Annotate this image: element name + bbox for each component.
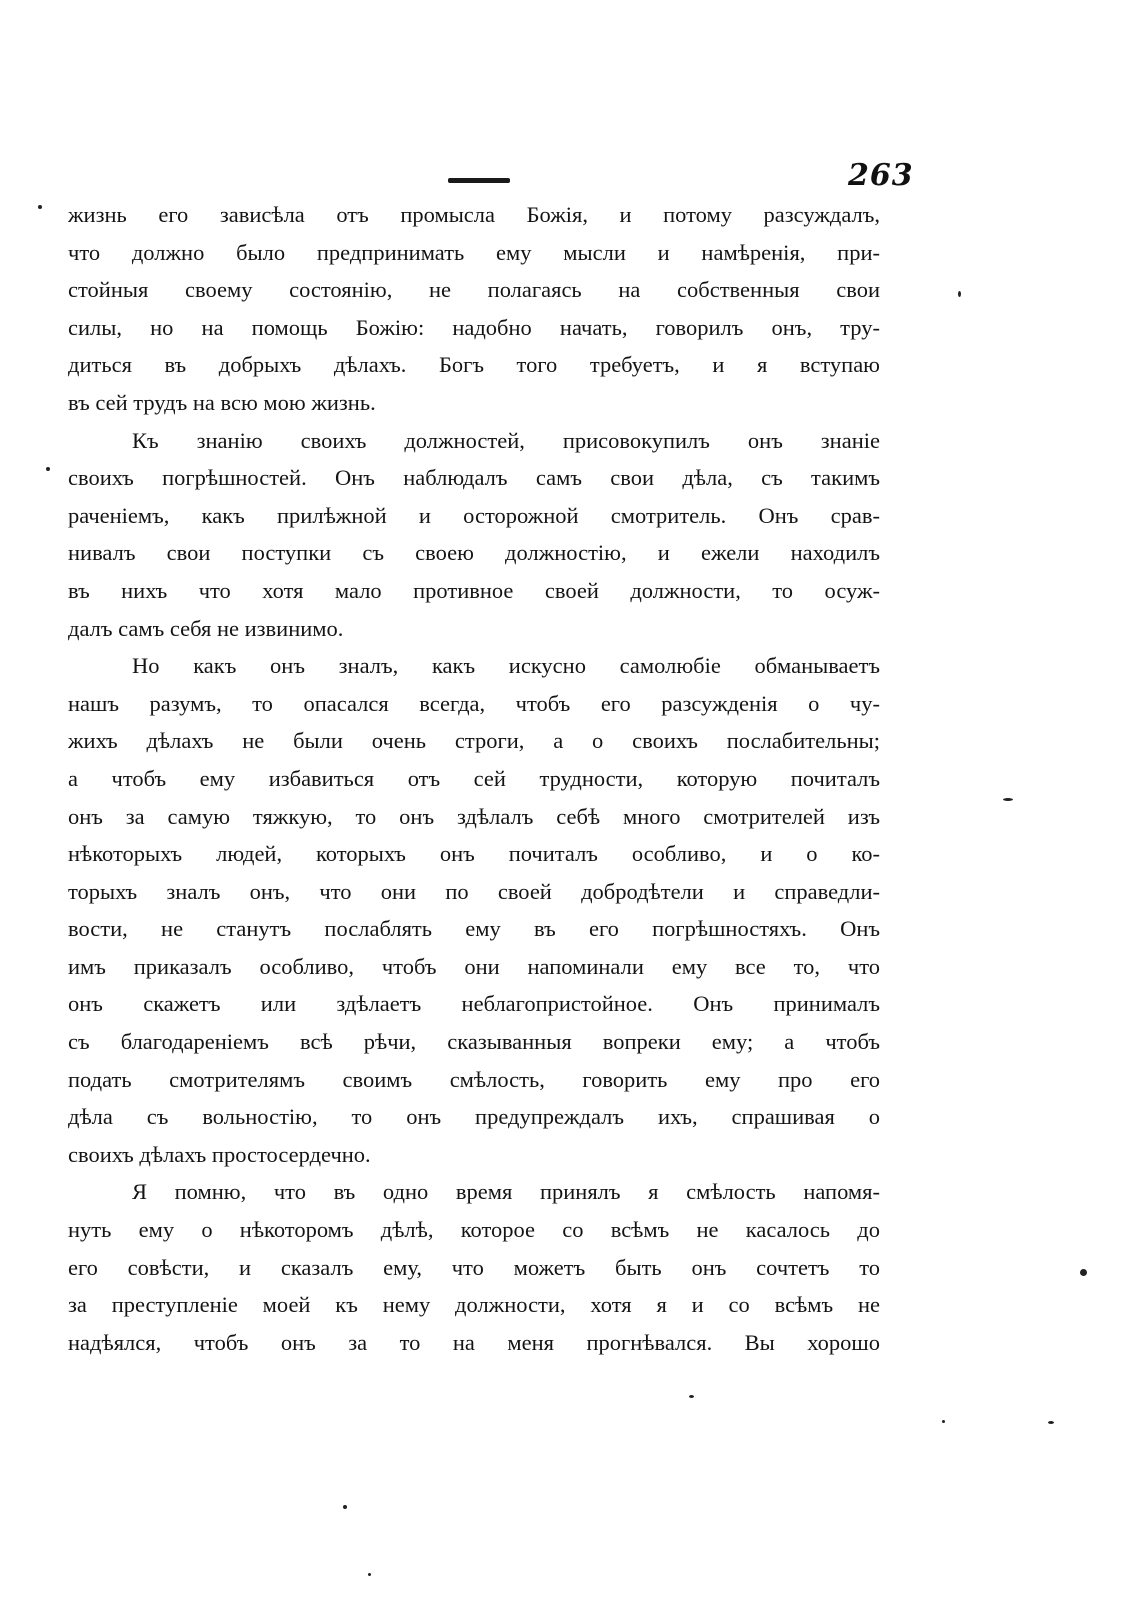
- text-line: имъ приказалъ особливо, чтобъ они напоминали ему все то, что: [68, 953, 880, 979]
- page-number: 263: [848, 158, 914, 193]
- text-line: силы, но на помощь Божію: надобно начать, говорилъ онъ, тру-: [68, 314, 880, 340]
- header-rule: [448, 178, 510, 183]
- scan-speck: [343, 1505, 347, 1509]
- text-line: подать смотрителямъ своимъ смѣлость, говорить ему про его: [68, 1066, 880, 1092]
- text-line: торыхъ зналъ онъ, что они по своей добродѣтели и справедли-: [68, 878, 880, 904]
- text-line: Къ знанію своихъ должностей, присовокупилъ онъ знаніе: [132, 427, 880, 453]
- text-line: нѣкоторыхъ людей, которыхъ онъ почиталъ особливо, и о ко-: [68, 841, 880, 867]
- paragraph-2: [68, 422, 880, 648]
- text-line: въ нихъ что хотя мало противное своей должности, то осуж-: [68, 577, 880, 603]
- scan-speck: [1048, 1421, 1054, 1424]
- scan-speck: [958, 291, 961, 297]
- text-line: вости, не станутъ послаблять ему въ его погрѣшностяхъ. Онъ: [68, 916, 880, 942]
- text-line: въ сей трудъ на всю мою жизнь.: [68, 389, 376, 415]
- text-line: дѣла съ вольностію, то онъ предупреждалъ ихъ, спрашивая о: [68, 1104, 880, 1130]
- text-line: раченіемъ, какъ прилѣжной и осторожной смотритель. Онъ срав-: [68, 502, 880, 528]
- text-line: жизнь его зависѣла отъ промысла Божія, и потому разсуждалъ,: [68, 202, 880, 227]
- scan-speck: [38, 205, 42, 209]
- text-line: своихъ погрѣшностей. Онъ наблюдалъ самъ свои дѣла, съ такимъ: [68, 465, 880, 491]
- text-line: нашъ разумъ, то опасался всегда, чтобъ его разсужденія о чу-: [68, 690, 880, 716]
- text-line: онъ за самую тяжкую, то онъ здѣлалъ себѣ много смотрителей изъ: [68, 803, 880, 829]
- scan-speck: [1003, 798, 1013, 801]
- text-line: за преступленіе моей къ нему должности, хотя я и со всѣмъ не: [68, 1292, 880, 1318]
- text-line: онъ скажетъ или здѣлаетъ неблагопристойное. Онъ принималъ: [68, 991, 880, 1017]
- text-line: жихъ дѣлахъ не были очень строги, а о своихъ послабительны;: [68, 728, 880, 754]
- text-line: своихъ дѣлахъ простосердечно.: [68, 1141, 371, 1167]
- scan-speck: [689, 1395, 694, 1398]
- paragraph-1: [68, 196, 880, 422]
- text-line: далъ самъ себя не извинимо.: [68, 615, 344, 641]
- text-line: Но какъ онъ зналъ, какъ искусно самолюбіе обманываетъ: [132, 653, 880, 679]
- paragraph-3: [68, 647, 880, 1173]
- text-line: стойныя своему состоянію, не полагаясь на собственныя свои: [68, 277, 880, 303]
- scan-speck: [942, 1420, 945, 1423]
- text-line: его совѣсти, и сказалъ ему, что можетъ быть онъ сочтетъ то: [68, 1254, 880, 1280]
- text-line: нуть ему о нѣкоторомъ дѣлѣ, которое со всѣмъ не касалось до: [68, 1217, 880, 1243]
- text-line: нивалъ свои поступки съ своею должностію, и ежели находилъ: [68, 540, 880, 566]
- scan-speck: [368, 1573, 371, 1576]
- text-line: Я помню, что въ одно время принялъ я смѣлость напомя-: [132, 1179, 880, 1205]
- text-line: съ благодареніемъ всѣ рѣчи, сказыванныя вопреки ему; а чтобъ: [68, 1029, 880, 1055]
- text-line: а чтобъ ему избавиться отъ сей трудности, которую почиталъ: [68, 765, 880, 791]
- text-line: диться въ добрыхъ дѣлахъ. Богъ того требуетъ, и я вступаю: [68, 352, 880, 378]
- text-line: что должно было предпринимать ему мысли и намѣренія, при-: [68, 239, 880, 265]
- paragraph-4: [68, 1173, 880, 1361]
- scan-speck: [46, 467, 50, 471]
- scan-speck: [1080, 1269, 1087, 1276]
- text-line: надѣялся, чтобъ онъ за то на меня прогнѣвался. Вы хорошо: [68, 1329, 880, 1355]
- body-text: [68, 196, 880, 1361]
